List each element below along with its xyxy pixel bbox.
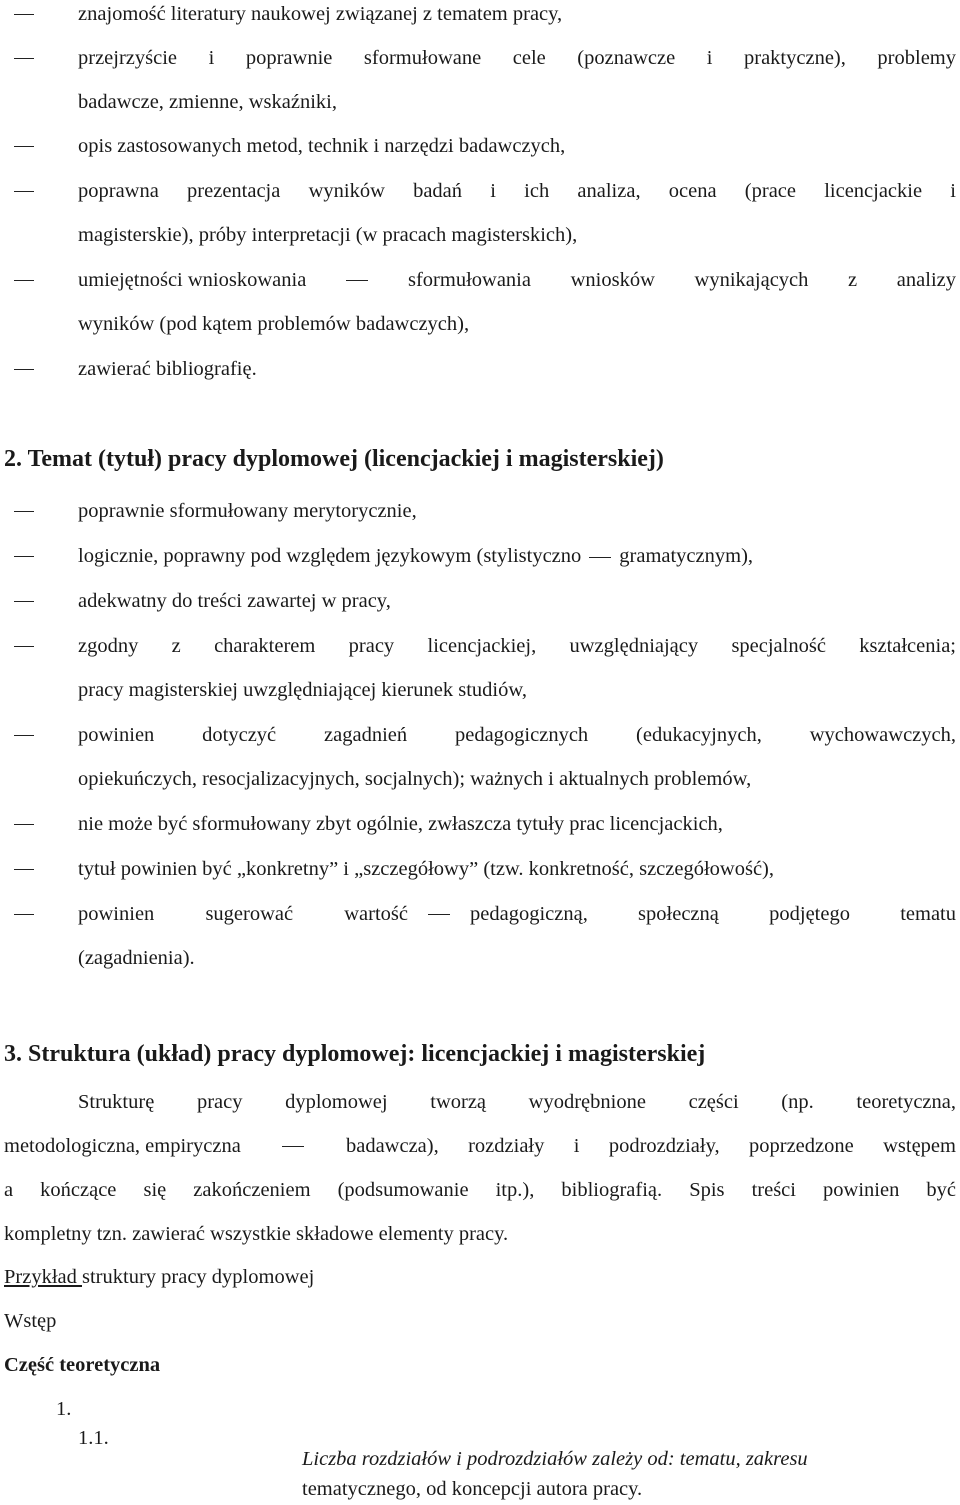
list-item: poprawnie sformułowany merytorycznie, [78, 500, 417, 522]
list-item-part: umiejętności wnioskowania [78, 269, 307, 291]
dash-bullet [14, 14, 34, 15]
paragraph-line: Strukturę pracy dyplomowej tworzą wyodrębnione części (np. teoretyczna, [78, 1091, 956, 1113]
paragraph-line: a kończące się zakończeniem (podsumowanie itp.), bibliografią. Spis treści powinien być [4, 1179, 956, 1201]
list-item: przejrzyście i poprawnie sformułowane cele (poznawcze i praktyczne), problemy [78, 47, 956, 69]
dash-bullet [14, 824, 34, 825]
list-item-part: pedagogiczną, społeczną podjętego tematu [470, 903, 956, 925]
list-item-continuation: wyników (pod kątem problemów badawczych), [78, 313, 470, 335]
list-item: powinien dotyczyć zagadnień pedagogicznych (edukacyjnych, wychowawczych, [78, 724, 956, 746]
list-item-continuation: opiekuńczych, resocjalizacyjnych, socjalnych); ważnych i aktualnych problemów, [78, 768, 752, 790]
structure-item-intro: Wstęp [4, 1310, 57, 1332]
note-line: Liczba rozdziałów i podrozdziałów zależy od: tematu, zakresu [302, 1448, 808, 1470]
dash-bullet [14, 556, 34, 557]
dash-bullet [14, 58, 34, 59]
dash-bullet [14, 280, 34, 281]
list-item [78, 270, 956, 291]
example-heading [4, 1267, 314, 1288]
dash-bullet [14, 735, 34, 736]
dash-bullet [14, 914, 34, 915]
inline-dash [282, 1146, 304, 1147]
list-item: nie może być sformułowany zbyt ogólnie, zwłaszcza tytuły prac licencjackich, [78, 813, 723, 835]
dash-bullet [14, 511, 34, 512]
paragraph-line [4, 1136, 956, 1157]
paragraph-part: badawcza), rozdziały i podrozdziały, poprzedzone wstępem [345, 1135, 956, 1157]
dash-bullet [14, 369, 34, 370]
example-label: struktury pracy dyplomowej [82, 1266, 315, 1288]
list-item: adekwatny do treści zawartej w pracy, [78, 590, 391, 612]
paragraph-line: kompletny tzn. zawierać wszystkie składowe elementy pracy. [4, 1223, 509, 1245]
subchapter-number: 1.1. [78, 1427, 109, 1449]
dash-bullet [14, 191, 34, 192]
inline-dash [589, 557, 611, 558]
list-item-part: sformułowania wniosków wynikających z analizy [408, 269, 956, 291]
list-item: poprawna prezentacja wyników badań i ich analiza, ocena (prace licencjackie i [78, 180, 956, 202]
inline-dash [428, 914, 450, 915]
list-item: znajomość literatury naukowej związanej z tematem pracy, [78, 3, 563, 25]
list-item: zgodny z charakterem pracy licencjackiej, uwzględniający specjalność kształcenia; [78, 635, 956, 657]
example-link[interactable]: Przykład [4, 1266, 82, 1288]
list-item-part: powinien sugerować wartość [78, 903, 408, 925]
dash-bullet [14, 146, 34, 147]
list-item: zawierać bibliografię. [78, 358, 257, 380]
list-item-continuation: magisterskie), próby interpretacji (w pracach magisterskich), [78, 224, 578, 246]
list-item-part: logicznie, poprawny pod względem językowym (stylistyczno [78, 545, 582, 567]
inline-dash [346, 280, 368, 281]
section-heading: 2. Temat (tytuł) pracy dyplomowej (licencjackiej i magisterskiej) [4, 446, 664, 472]
dash-bullet [14, 601, 34, 602]
dash-bullet [14, 646, 34, 647]
list-item-continuation: pracy magisterskiej uwzględniającej kierunek studiów, [78, 679, 527, 701]
chapter-number: 1. [56, 1398, 72, 1420]
list-item [78, 546, 753, 567]
section-heading: 3. Struktura (układ) pracy dyplomowej: licencjackiej i magisterskiej [4, 1041, 706, 1067]
list-item-part: gramatycznym), [619, 545, 754, 567]
dash-bullet [14, 869, 34, 870]
note-line: tematycznego, od koncepcji autora pracy. [302, 1478, 643, 1500]
list-item-continuation: (zagadnienia). [78, 947, 195, 969]
list-item-continuation: badawcze, zmienne, wskaźniki, [78, 91, 337, 113]
list-item [78, 904, 956, 925]
paragraph-part: metodologiczna, empiryczna [4, 1135, 241, 1157]
list-item: tytuł powinien być „konkretny” i „szczegółowy” (tzw. konkretność, szczegółowość), [78, 858, 775, 880]
part-title: Część teoretyczna [4, 1354, 161, 1376]
list-item: opis zastosowanych metod, technik i narzędzi badawczych, [78, 135, 566, 157]
